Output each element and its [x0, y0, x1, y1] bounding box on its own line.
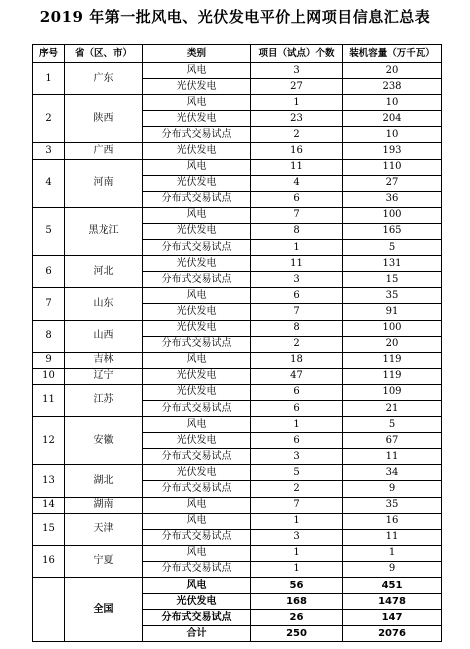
table-row: [33, 545, 442, 561]
count-cell: 3: [251, 272, 343, 288]
capacity-cell: 119: [343, 352, 442, 368]
capacity-cell: 5: [343, 417, 442, 433]
count-cell: 2: [251, 481, 343, 497]
province-name: 辽宁: [65, 368, 143, 384]
capacity-cell: 1: [343, 545, 442, 561]
count-cell: 6: [251, 400, 343, 416]
table-row: [33, 143, 442, 159]
table-row: [33, 417, 442, 433]
total-row: [33, 578, 442, 594]
category-cell: 分布式交易试点: [143, 449, 251, 465]
total-count-cell: 26: [251, 610, 343, 626]
table-row: [33, 63, 442, 79]
category-cell: 光伏发电: [143, 320, 251, 336]
count-cell: 11: [251, 159, 343, 175]
category-cell: 风电: [143, 207, 251, 223]
count-cell: 1: [251, 561, 343, 577]
total-capacity-cell: 2076: [343, 626, 442, 642]
province-name: 广西: [65, 143, 143, 159]
count-cell: 7: [251, 304, 343, 320]
province-name: 黑龙江: [65, 207, 143, 255]
capacity-cell: 119: [343, 368, 442, 384]
category-cell: 光伏发电: [143, 433, 251, 449]
header-no: 序号: [33, 45, 65, 63]
row-number: 15: [33, 513, 65, 545]
capacity-cell: 20: [343, 336, 442, 352]
table-row: [33, 513, 442, 529]
category-cell: 光伏发电: [143, 465, 251, 481]
total-category-cell: 光伏发电: [143, 594, 251, 610]
capacity-cell: 193: [343, 143, 442, 159]
count-cell: 23: [251, 111, 343, 127]
row-number: 14: [33, 497, 65, 513]
header-category: 类别: [143, 45, 251, 63]
table-row: [33, 320, 442, 336]
category-cell: 分布式交易试点: [143, 400, 251, 416]
count-cell: 2: [251, 336, 343, 352]
capacity-cell: 36: [343, 191, 442, 207]
table-row: [33, 288, 442, 304]
capacity-cell: 27: [343, 175, 442, 191]
province-name: 湖南: [65, 497, 143, 513]
count-cell: 7: [251, 207, 343, 223]
capacity-cell: 11: [343, 529, 442, 545]
capacity-cell: 100: [343, 320, 442, 336]
count-cell: 3: [251, 63, 343, 79]
table-row: [33, 352, 442, 368]
total-capacity-cell: 451: [343, 578, 442, 594]
category-cell: 光伏发电: [143, 368, 251, 384]
row-number: 3: [33, 143, 65, 159]
count-cell: 47: [251, 368, 343, 384]
row-number: 11: [33, 384, 65, 416]
total-count-cell: 168: [251, 594, 343, 610]
province-name: 吉林: [65, 352, 143, 368]
category-cell: 分布式交易试点: [143, 336, 251, 352]
category-cell: 风电: [143, 288, 251, 304]
category-cell: 光伏发电: [143, 111, 251, 127]
category-cell: 风电: [143, 497, 251, 513]
capacity-cell: 21: [343, 400, 442, 416]
capacity-cell: 34: [343, 465, 442, 481]
category-cell: 光伏发电: [143, 79, 251, 95]
province-name: 河北: [65, 256, 143, 288]
total-category-cell: 合计: [143, 626, 251, 642]
table-row: [33, 95, 442, 111]
category-cell: 风电: [143, 95, 251, 111]
count-cell: 8: [251, 223, 343, 239]
category-cell: 风电: [143, 513, 251, 529]
table-row: [33, 207, 442, 223]
capacity-cell: 9: [343, 481, 442, 497]
capacity-cell: 110: [343, 159, 442, 175]
province-name: 天津: [65, 513, 143, 545]
total-capacity-cell: 1478: [343, 594, 442, 610]
category-cell: 光伏发电: [143, 175, 251, 191]
category-cell: 风电: [143, 63, 251, 79]
document-title: 2019 年第一批风电、光伏发电平价上网项目信息汇总表: [39, 8, 431, 26]
row-number: 6: [33, 256, 65, 288]
row-number: 13: [33, 465, 65, 497]
capacity-cell: 131: [343, 256, 442, 272]
count-cell: 1: [251, 240, 343, 256]
row-number: 1: [33, 63, 65, 95]
category-cell: 风电: [143, 159, 251, 175]
count-cell: 3: [251, 449, 343, 465]
province-name: 安徽: [65, 417, 143, 465]
province-name: 江苏: [65, 384, 143, 416]
capacity-cell: 11: [343, 449, 442, 465]
capacity-cell: 15: [343, 272, 442, 288]
row-number: 9: [33, 352, 65, 368]
capacity-cell: 238: [343, 79, 442, 95]
capacity-cell: 204: [343, 111, 442, 127]
total-count-cell: 56: [251, 578, 343, 594]
category-cell: 光伏发电: [143, 304, 251, 320]
table-header-row: [33, 45, 442, 63]
summary-table: [32, 44, 442, 642]
capacity-cell: 20: [343, 63, 442, 79]
count-cell: 1: [251, 513, 343, 529]
table-row: [33, 384, 442, 400]
header-count: 项目（试点）个数: [251, 45, 343, 63]
count-cell: 6: [251, 384, 343, 400]
capacity-cell: 109: [343, 384, 442, 400]
count-cell: 6: [251, 288, 343, 304]
category-cell: 分布式交易试点: [143, 561, 251, 577]
row-number: 2: [33, 95, 65, 143]
table-row: [33, 368, 442, 384]
capacity-cell: 10: [343, 127, 442, 143]
count-cell: 4: [251, 175, 343, 191]
count-cell: 3: [251, 529, 343, 545]
category-cell: 风电: [143, 545, 251, 561]
capacity-cell: 9: [343, 561, 442, 577]
province-name: 河南: [65, 159, 143, 207]
province-name: 陕西: [65, 95, 143, 143]
count-cell: 1: [251, 95, 343, 111]
total-count-cell: 250: [251, 626, 343, 642]
count-cell: 18: [251, 352, 343, 368]
category-cell: 光伏发电: [143, 143, 251, 159]
total-category-cell: 分布式交易试点: [143, 610, 251, 626]
header-province: 省（区、市）: [65, 45, 143, 63]
count-cell: 5: [251, 465, 343, 481]
category-cell: 光伏发电: [143, 223, 251, 239]
count-cell: 6: [251, 191, 343, 207]
row-number: 7: [33, 288, 65, 320]
count-cell: 7: [251, 497, 343, 513]
table-row: [33, 465, 442, 481]
header-capacity: 装机容量（万千瓦）: [343, 45, 442, 63]
province-name: 湖北: [65, 465, 143, 497]
row-number: 8: [33, 320, 65, 352]
capacity-cell: 91: [343, 304, 442, 320]
row-number: 4: [33, 159, 65, 207]
province-name: 宁夏: [65, 545, 143, 577]
count-cell: 11: [251, 256, 343, 272]
category-cell: 分布式交易试点: [143, 240, 251, 256]
total-number-cell: [33, 578, 65, 642]
count-cell: 2: [251, 127, 343, 143]
capacity-cell: 10: [343, 95, 442, 111]
category-cell: 风电: [143, 417, 251, 433]
category-cell: 分布式交易试点: [143, 272, 251, 288]
capacity-cell: 67: [343, 433, 442, 449]
capacity-cell: 100: [343, 207, 442, 223]
total-label: 全国: [65, 578, 143, 642]
total-capacity-cell: 147: [343, 610, 442, 626]
table-row: [33, 256, 442, 272]
category-cell: 分布式交易试点: [143, 481, 251, 497]
count-cell: 8: [251, 320, 343, 336]
row-number: 12: [33, 417, 65, 465]
row-number: 16: [33, 545, 65, 577]
capacity-cell: 165: [343, 223, 442, 239]
count-cell: 1: [251, 417, 343, 433]
table-row: [33, 497, 442, 513]
count-cell: 27: [251, 79, 343, 95]
province-name: 广东: [65, 63, 143, 95]
category-cell: 光伏发电: [143, 384, 251, 400]
category-cell: 光伏发电: [143, 256, 251, 272]
total-category-cell: 风电: [143, 578, 251, 594]
category-cell: 分布式交易试点: [143, 127, 251, 143]
count-cell: 1: [251, 545, 343, 561]
capacity-cell: 16: [343, 513, 442, 529]
table-body: [33, 63, 442, 642]
row-number: 5: [33, 207, 65, 255]
row-number: 10: [33, 368, 65, 384]
category-cell: 分布式交易试点: [143, 529, 251, 545]
category-cell: 分布式交易试点: [143, 191, 251, 207]
category-cell: 风电: [143, 352, 251, 368]
table-row: [33, 159, 442, 175]
capacity-cell: 35: [343, 497, 442, 513]
province-name: 山西: [65, 320, 143, 352]
count-cell: 6: [251, 433, 343, 449]
capacity-cell: 35: [343, 288, 442, 304]
province-name: 山东: [65, 288, 143, 320]
count-cell: 16: [251, 143, 343, 159]
capacity-cell: 5: [343, 240, 442, 256]
